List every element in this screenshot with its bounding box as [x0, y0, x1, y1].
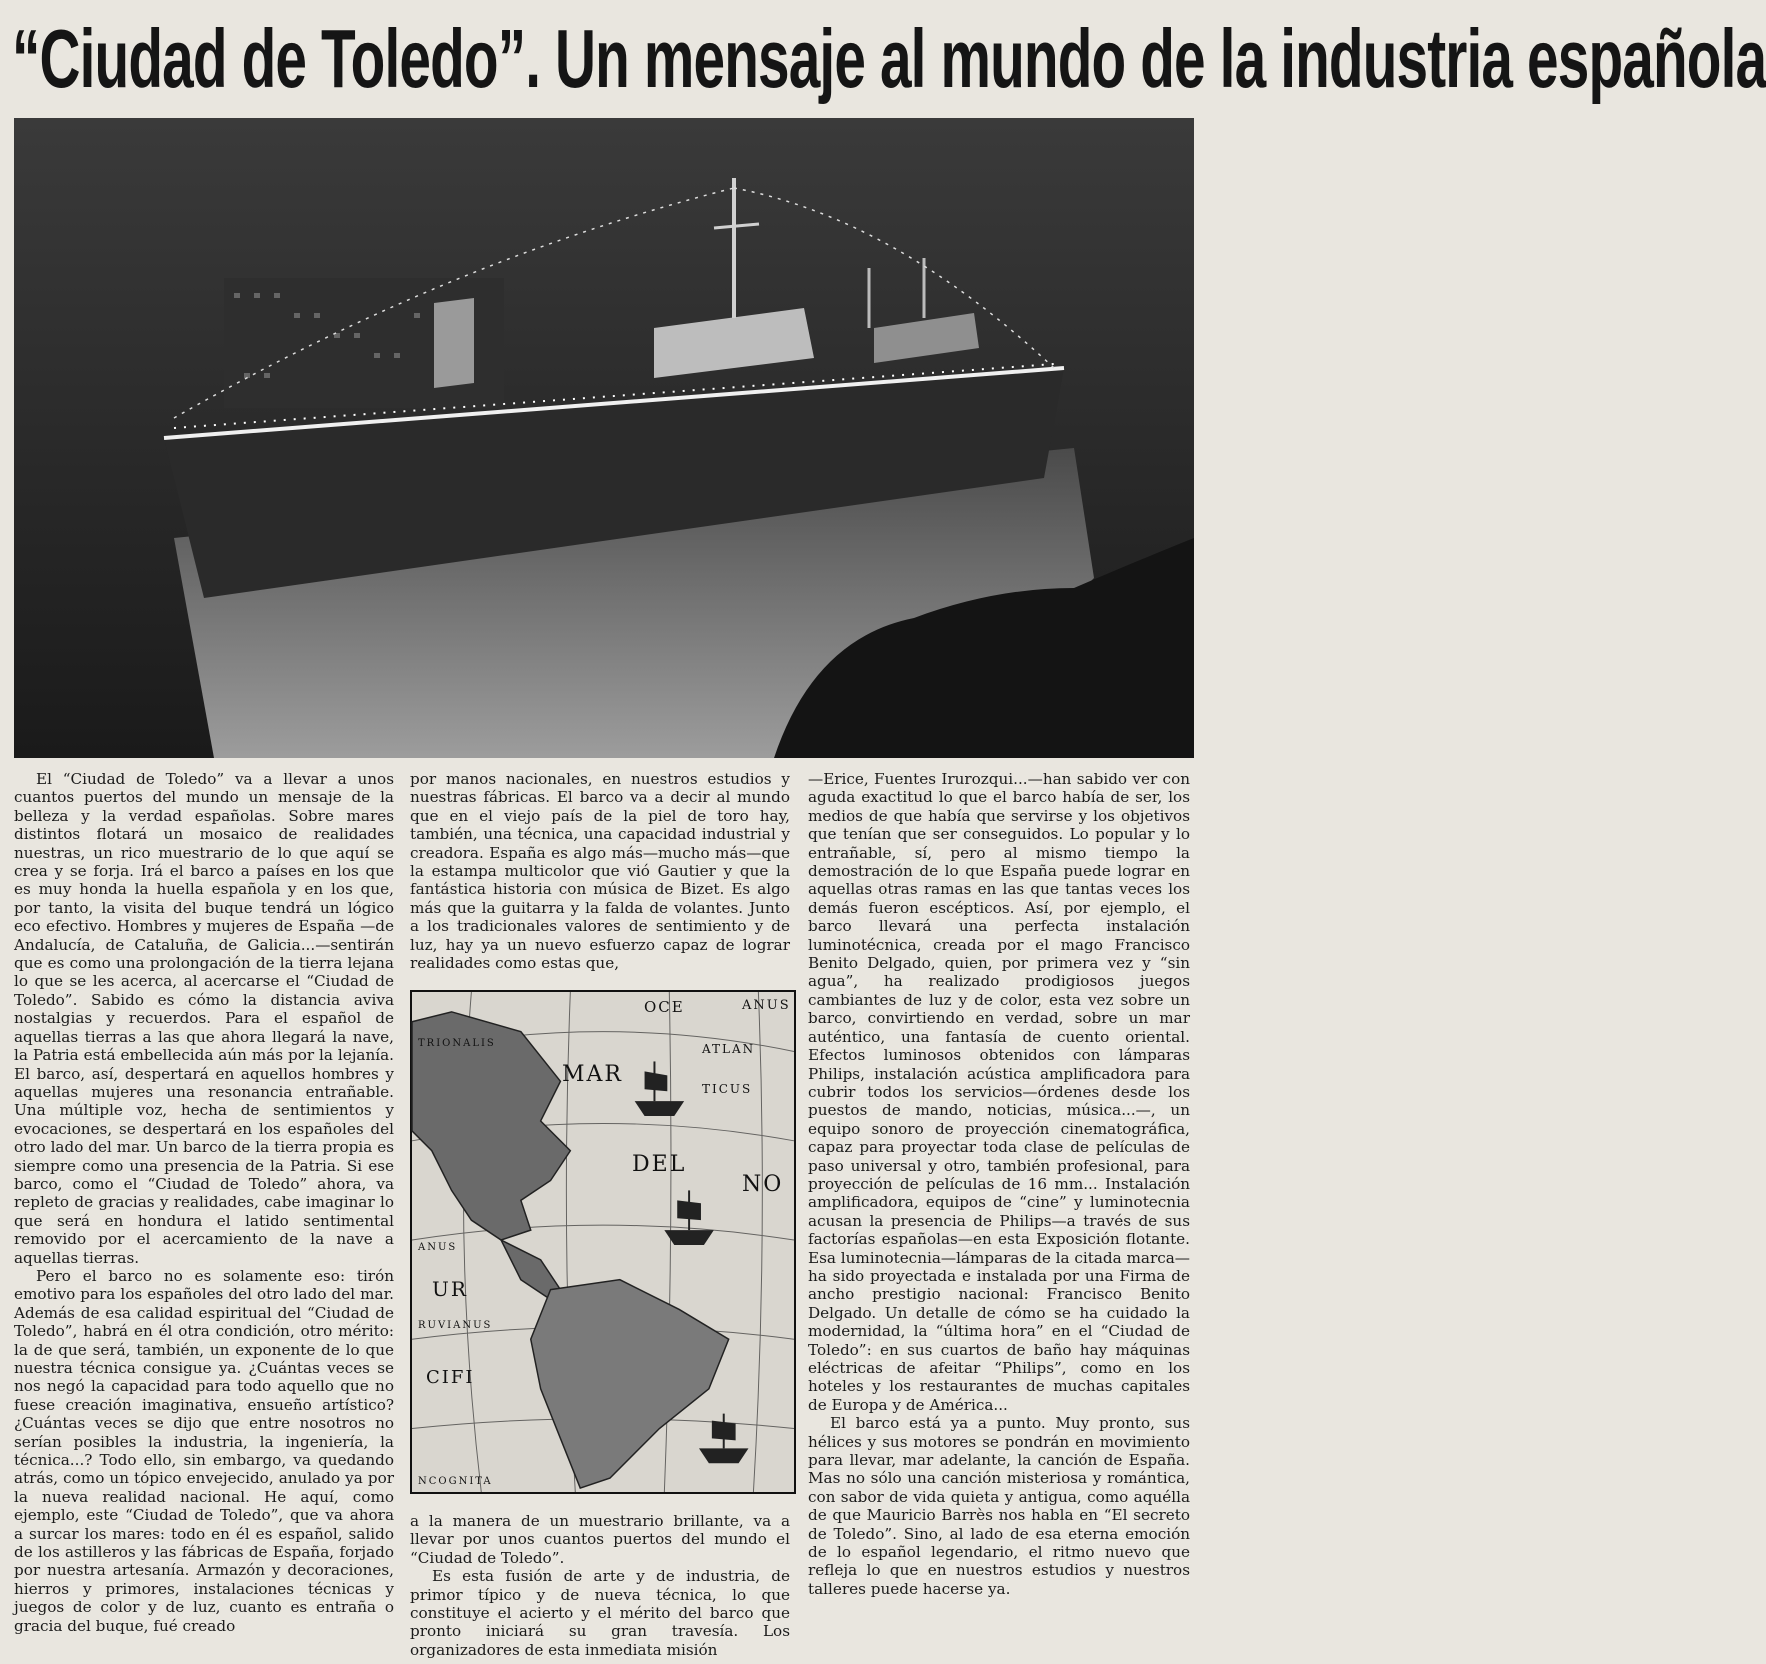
ship-photo-icon — [14, 118, 1194, 758]
map-label: CIFI — [426, 1367, 475, 1388]
map-label: MAR — [562, 1062, 623, 1087]
map-label: ANUS — [742, 998, 791, 1013]
map-label: NO — [742, 1172, 784, 1197]
paragraph: a la manera de un muestrario brillante, va a llevar por unos cuantos puertos del mundo el “Ciudad de Toledo”. — [410, 1512, 790, 1567]
paragraph: Pero el barco no es solamente eso: tirón emotivo para los españoles del otro lado del mar. Además de esa calidad espiritual del “Ciudad de Toledo”, habrá en él otra condición, otro mérito: la de que será, también, un exponente de lo que nuestra técnica consigue ya. ¿Cuántas veces se nos negó la capacidad para todo aquello que no fuese creación imaginativa, ensueño artístico? ¿Cuántas veces se dijo que entre nosotros no serían posibles la industria, la ingeniería, la técnica...? Todo ello, sin embargo, va quedando atrás, como un tópico envejecido, anulado ya por la nueva realidad nacional. He aquí, como ejemplo, este “Ciudad de Toledo”, que va ahora a surcar los mares: todo en él es español, salido de los astilleros y las fábricas de España, forjado por nuestra artesanía. Armazón y decoraciones, hierros y primores, instalaciones técnicas y juegos de color y de luz, cuanto es entraña o gracia del buque, fué creado — [14, 1266, 394, 1635]
article-column-1 — [14, 770, 394, 1664]
map-label: TRIONALIS — [418, 1038, 496, 1049]
map-label: NCOGNITA — [418, 1476, 493, 1487]
paragraph: El barco está ya a punto. Muy pronto, sus hélices y sus motores se pondrán en movimiento para llevar, mar adelante, la canción de España. Mas no sólo una canción misteriosa y romántica, con sabor de vida quieta y antigua, como aquélla de que Mauricio Barrès nos habla en “El secreto de Toledo”. Sino, al lado de esa eterna emoción de lo español legendario, el ritmo nuevo que refleja lo que en nuestros estudios y nuestros talleres puede hacerse ya. — [808, 1414, 1190, 1598]
headline: “Ciudad de Toledo”. Un mensaje al mundo de la industria española — [12, 11, 1766, 105]
map-label: RUVIANUS — [418, 1320, 493, 1331]
antique-map-americas — [410, 990, 796, 1494]
illuminated-ship-photo — [14, 118, 1194, 758]
map-label: TICUS — [702, 1082, 753, 1096]
map-label: ATLAN — [702, 1042, 756, 1056]
map-label: OCE — [644, 998, 685, 1016]
article-column-3 — [808, 770, 1190, 1664]
paragraph: Es esta fusión de arte y de industria, de primor típico y de nueva técnica, lo que constituye el acierto y el mérito del barco que pronto iniciará su gran travesía. Los organizadores de esta inmediata misión — [410, 1567, 790, 1659]
map-label: DEL — [632, 1152, 687, 1177]
paragraph: —Erice, Fuentes Irurozqui...—han sabido ver con aguda exactitud lo que el barco había de ser, los medios de que había que servirse y los objetivos que tenían que ser conseguidos. Lo popular y lo entrañable, sí, pero al mismo tiempo la demostración de lo que España puede lograr en aquellas otras ramas en las que tantas veces los demás fueron escépticos. Así, por ejemplo, el barco llevará una perfecta instalación luminotécnica, creada por el mago Francisco Benito Delgado, quien, por primera vez y “sin agua”, ha realizado prodigiosos juegos cambiantes de luz y de color, esta vez sobre un barco, convirtiendo en verdad, sobre un mar auténtico, una fantasía de cuento oriental. Efectos luminosos obtenidos con lámparas Philips, instalación acústica amplificadora para cubrir todos los servicios—órdenes desde los puestos de mando, noticias, música...—, un equipo sonoro de proyección cinematográfica, capaz para proyectar toda clase de películas de paso universal y otro, también profesional, para proyección de películas de 16 mm... Instalación amplificadora, equipos de “cine” y luminotecnia acusan la presencia de Philips—a través de sus factorías españolas—en esta Exposición flotante. Esa luminotecnia—lámparas de la citada marca—ha sido proyectada e instalada por una Firma de ancho prestigio nacional: Francisco Benito Delgado. Un detalle de cómo se ha cuidado la modernidad, la “última hora” en el “Ciudad de Toledo”: en sus cuartos de baño hay máquinas eléctricas de afeitar “Philips”, como en los hoteles y los restaurantes de muchas capitales de Europa y de América... — [808, 770, 1190, 1414]
map-label: ANUS — [418, 1242, 458, 1253]
map-label: UR — [432, 1277, 468, 1301]
paragraph: El “Ciudad de Toledo” va a llevar a unos cuantos puertos del mundo un mensaje de la belleza y la verdad españolas. Sobre mares distintos flotará un mosaico de realidades nuestras, un rico muestrario de lo que aquí se crea y se forja. Irá el barco a países en los que es muy honda la huella española y en los que, por tanto, la visita del buque tendrá un lógico eco efectivo. Hombres y mujeres de España —de Andalucía, de Cataluña, de Galicia...—sentirán que es como una prolongación de la tierra lejana lo que se les acerca, al acercarse el “Ciudad de Toledo”. Sabido es cómo la distancia aviva nostalgias y recuerdos. Para el español de aquellas tierras a las que ahora llegará la nave, la Patria está embellecida aún más por la lejanía. El barco, así, despertará en aquellos hombres y aquellas mujeres una resonancia entrañable. Una múltiple voz, hecha de sentimientos y evocaciones, se despertará en los españoles del otro lado del mar. Un barco de la tierra propia es siempre como una presencia de la Patria. Si ese barco, como el “Ciudad de Toledo” ahora, va repleto de gracias y realidades, cabe imaginar lo que será en hondura el latido sentimental removido por el acercamiento de la nave a aquellas tierras. — [14, 770, 394, 1267]
paragraph: por manos nacionales, en nuestros estudios y nuestras fábricas. El barco va a decir al mundo que en el viejo país de la piel de toro hay, también, una técnica, una capacidad industrial y creadora. España es algo más—mucho más—que la estampa multicolor que vió Gautier y que la fantástica historia con música de Bizet. Es algo más que la guitarra y la falda de volantes. Junto a los tradicionales valores de sentimiento y de luz, hay ya un nuevo esfuerzo capaz de lograr realidades como estas que, — [410, 770, 790, 973]
